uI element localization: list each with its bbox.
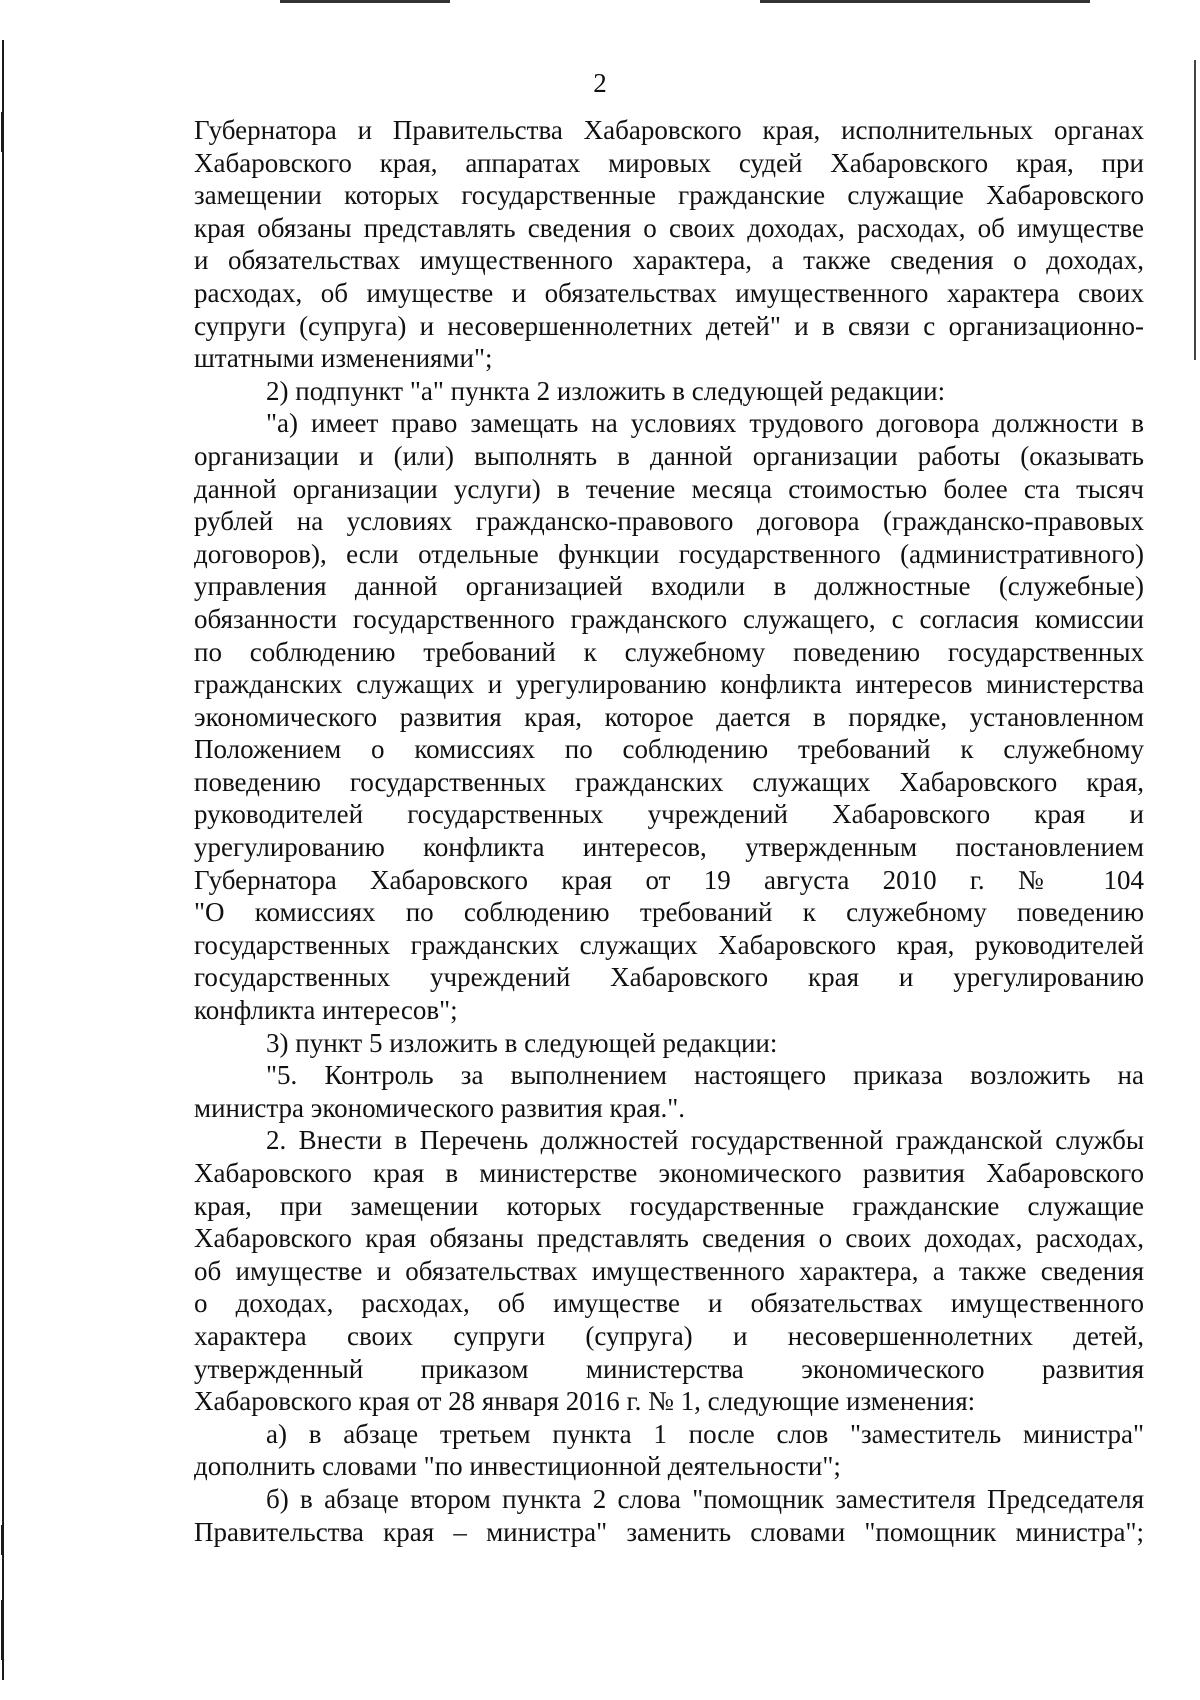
text-line: расходах, об имуществе и обязательствах имущественного характера своих: [194, 277, 1144, 308]
text-line: Губернатора и Правительства Хабаровского края, исполнительных органах: [194, 115, 1144, 145]
text-line: государственных гражданских служащих Хабаровского края, руководителей: [194, 929, 1144, 960]
text-line: 2) подпункт "а" пункта 2 изложить в следующей редакции:: [266, 375, 946, 406]
text-line: штатными изменениями";: [194, 343, 493, 374]
text-line: экономического развития края, которое дается в порядке, установленном: [194, 701, 1144, 732]
scan-mark-left-2: [1, 1525, 4, 1555]
text-line: министра экономического развития края.".: [194, 1092, 686, 1123]
text-line: поведению государственных гражданских служащих Хабаровского края,: [194, 766, 1144, 797]
text-line: и обязательствах имущественного характера, а также сведения о доходах,: [194, 245, 1144, 276]
text-line: Хабаровского края обязаны представлять сведения о своих доходах, расходах,: [194, 1223, 1144, 1254]
document-body: [194, 114, 1144, 1548]
page-number: 2: [593, 68, 607, 98]
text-line: 2. Внести в Перечень должностей государственной гражданской службы: [266, 1125, 1144, 1156]
text-line: урегулированию конфликта интересов, утвержденным постановлением: [194, 832, 1144, 863]
text-line: договоров), если отдельные функции государственного (административного): [194, 538, 1144, 569]
text-line: края, при замещении которых государственные гражданские служащие: [194, 1190, 1144, 1221]
text-line: а) в абзаце третьем пункта 1 после слов "заместитель министра": [266, 1418, 1144, 1449]
text-line: характера своих супруги (супруга) и несовершеннолетних детей,: [194, 1320, 1144, 1351]
scan-artifact-top-right: [760, 0, 1090, 3]
text-line: 3) пункт 5 изложить в следующей редакции:: [266, 1027, 778, 1058]
text-line: Губернатора Хабаровского края от 19 августа 2010 г. № 104: [194, 864, 1144, 895]
text-line: обязанности государственного гражданского служащего, с согласия комиссии: [194, 603, 1144, 634]
text-line: государственных учреждений Хабаровского края и урегулированию: [194, 962, 1144, 993]
text-line: о доходах, расходах, об имуществе и обязательствах имущественного: [194, 1288, 1144, 1319]
text-line: по соблюдению требований к служебному поведению государственных: [194, 636, 1144, 667]
scan-edge-right: [1194, 60, 1196, 360]
text-line: края обязаны представлять сведения о своих доходах, расходах, об имуществе: [194, 212, 1144, 243]
text-line: Хабаровского края в министерстве экономического развития Хабаровского: [194, 1158, 1144, 1188]
scan-artifact-top-left: [280, 0, 450, 3]
text-line: об имуществе и обязательствах имущественного характера, а также сведения: [194, 1255, 1144, 1286]
text-line: организации и (или) выполнять в данной организации работы (оказывать: [194, 440, 1144, 471]
text-line: "5. Контроль за выполнением настоящего приказа возложить на: [266, 1060, 1144, 1091]
text-line: б) в абзаце втором пункта 2 слова "помощник заместителя Председателя: [266, 1483, 1144, 1514]
text-line: Хабаровского края, аппаратах мировых судей Хабаровского края, при: [194, 147, 1144, 178]
text-line: рублей на условиях гражданско-правового договора (гражданско-правовых: [194, 506, 1144, 537]
text-line: Правительства края – министра" заменить словами "помощник министра";: [194, 1516, 1144, 1547]
text-line: "О комиссиях по соблюдению требований к служебному поведению: [194, 897, 1144, 928]
text-line: утвержденный приказом министерства экономического развития: [194, 1353, 1144, 1384]
text-line: Хабаровского края от 28 января 2016 г. № 1, следующие изменения:: [194, 1386, 976, 1417]
text-line: управления данной организацией входили в должностные (служебные): [194, 571, 1144, 602]
text-line: замещении которых государственные гражданские служащие Хабаровского: [194, 180, 1144, 211]
text-line: данной организации услуги) в течение месяца стоимостью более ста тысяч: [194, 473, 1144, 504]
text-line: "а) имеет право замещать на условиях трудового договора должности в: [266, 408, 1144, 439]
text-line: гражданских служащих и урегулированию конфликта интересов министерства: [194, 669, 1144, 700]
scan-edge-left: [2, 40, 4, 1680]
scan-mark-left-1: [1, 112, 4, 152]
scan-mark-left-3: [1, 1600, 4, 1660]
text-line: Положением о комиссиях по соблюдению требований к служебному: [194, 734, 1144, 765]
text-line: супруги (супруга) и несовершеннолетних детей" и в связи с организационно-: [194, 310, 1144, 341]
text-line: дополнить словами "по инвестиционной деятельности";: [194, 1451, 841, 1482]
text-line: руководителей государственных учреждений Хабаровского края и: [194, 799, 1144, 830]
text-line: конфликта интересов";: [194, 995, 458, 1026]
